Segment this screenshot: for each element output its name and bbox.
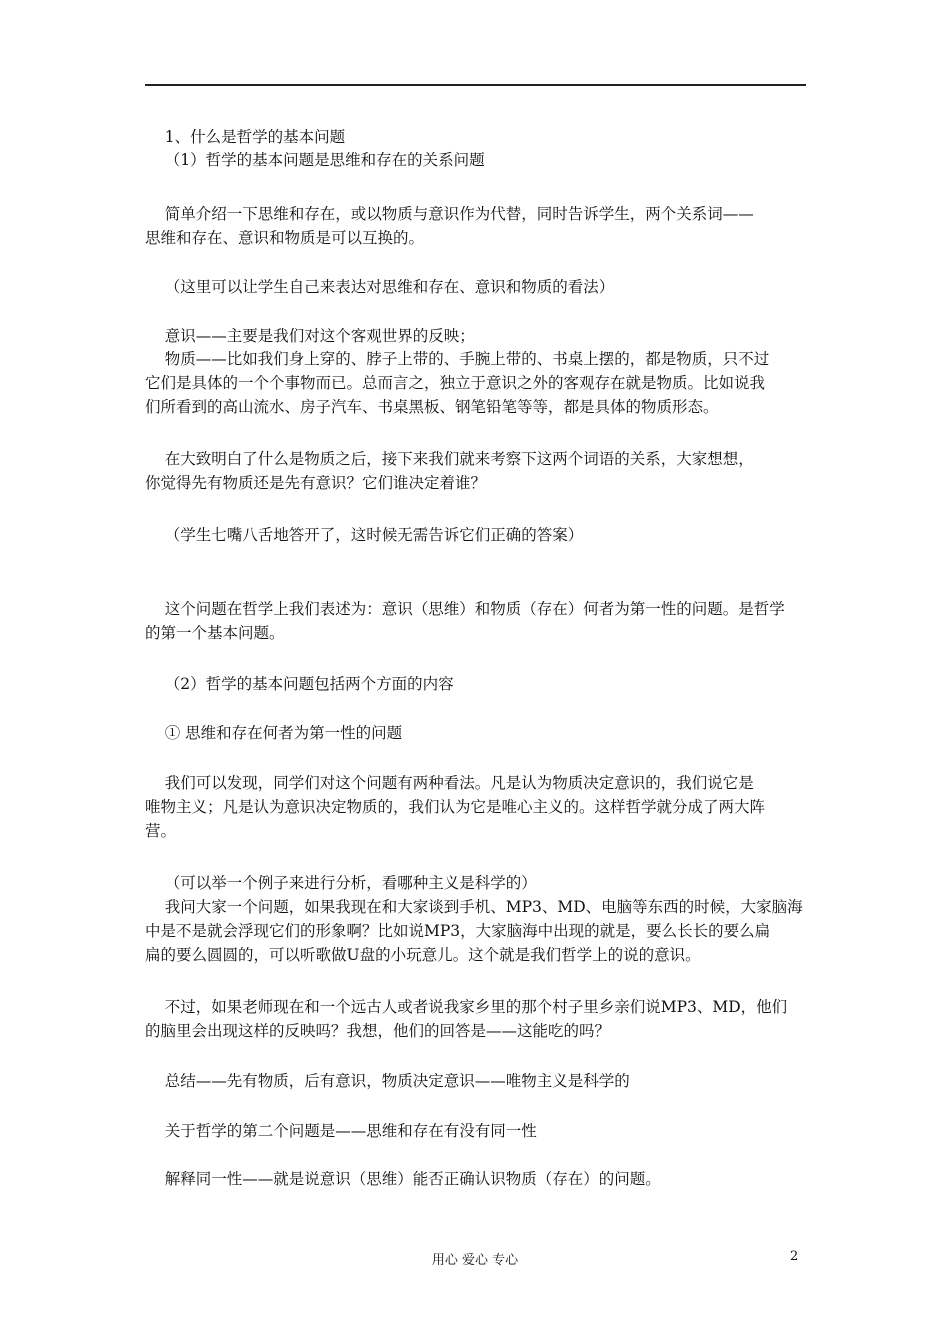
header-rule <box>145 84 806 86</box>
paragraph-line: 意识——主要是我们对这个客观世界的反映； <box>145 327 475 345</box>
paragraph-line: 它们是具体的一个个事物而已。总而言之，独立于意识之外的客观存在就是物质。比如说我 <box>145 374 766 392</box>
paragraph-line: （可以举一个例子来进行分析，看哪种主义是科学的） <box>145 874 537 892</box>
paragraph-line: 简单介绍一下思维和存在，或以物质与意识作为代替，同时告诉学生，两个关系词—— <box>145 205 754 223</box>
paragraph-line: 唯物主义；凡是认为意识决定物质的，我们认为它是唯心主义的。这样哲学就分成了两大阵 <box>145 798 766 816</box>
subheading-circled-1: ① 思维和存在何者为第一性的问题 <box>145 724 403 742</box>
paragraph-line: 不过，如果老师现在和一个远古人或者说我家乡里的那个村子里乡亲们说MP3、MD，他们 <box>145 998 788 1016</box>
footer-motto: 用心 爱心 专心 <box>431 1253 519 1268</box>
paragraph-line: 我们可以发现，同学们对这个问题有两种看法。凡是认为物质决定意识的，我们说它是 <box>145 774 754 792</box>
subheading-1: （1）哲学的基本问题是思维和存在的关系问题 <box>145 151 485 169</box>
paragraph-line: 的脑里会出现这样的反映吗？我想，他们的回答是——这能吃的吗？ <box>145 1022 611 1040</box>
paragraph-line: （这里可以让学生自己来表达对思维和存在、意识和物质的看法） <box>145 278 615 296</box>
paragraph-line: 物质——比如我们身上穿的、脖子上带的、手腕上带的、书桌上摆的，都是物质，只不过 <box>145 350 770 368</box>
paragraph-line: 的第一个基本问题。 <box>145 624 285 642</box>
paragraph-line: 你觉得先有物质还是先有意识？它们谁决定着谁？ <box>145 474 487 492</box>
paragraph-line: 思维和存在、意识和物质是可以互换的。 <box>145 229 425 247</box>
paragraph-line: 中是不是就会浮现它们的形象啊？比如说MP3，大家脑海中出现的就是，要么长长的要么扁 <box>145 922 771 940</box>
paragraph-line: 营。 <box>145 822 177 840</box>
paragraph-line: （学生七嘴八舌地答开了，这时候无需告诉它们正确的答案） <box>145 526 584 544</box>
paragraph-line: 这个问题在哲学上我们表述为：意识（思维）和物质（存在）何者为第一性的问题。是哲学 <box>145 600 785 618</box>
paragraph-line: 总结——先有物质，后有意识，物质决定意识——唯物主义是科学的 <box>145 1072 630 1090</box>
paragraph-line: 们所看到的高山流水、房子汽车、书桌黑板、钢笔铅笔等等，都是具体的物质形态。 <box>145 398 719 416</box>
paragraph-line: 扁的要么圆圆的，可以听歌做U盘的小玩意儿。这个就是我们哲学上的说的意识。 <box>145 946 701 964</box>
paragraph-line: 我问大家一个问题，如果我现在和大家谈到手机、MP3、MD、电脑等东西的时候，大家脑海 <box>145 898 803 916</box>
paragraph-line: 关于哲学的第二个问题是——思维和存在有没有同一性 <box>145 1122 537 1140</box>
subheading-2: （2）哲学的基本问题包括两个方面的内容 <box>145 675 454 693</box>
heading-what-is-basic-question: 1、什么是哲学的基本问题 <box>145 128 346 146</box>
paragraph-line: 解释同一性——就是说意识（思维）能否正确认识物质（存在）的问题。 <box>145 1170 661 1188</box>
paragraph-line: 在大致明白了什么是物质之后，接下来我们就来考察下这两个词语的关系，大家想想， <box>145 450 754 468</box>
page-number: 2 <box>790 1249 799 1264</box>
